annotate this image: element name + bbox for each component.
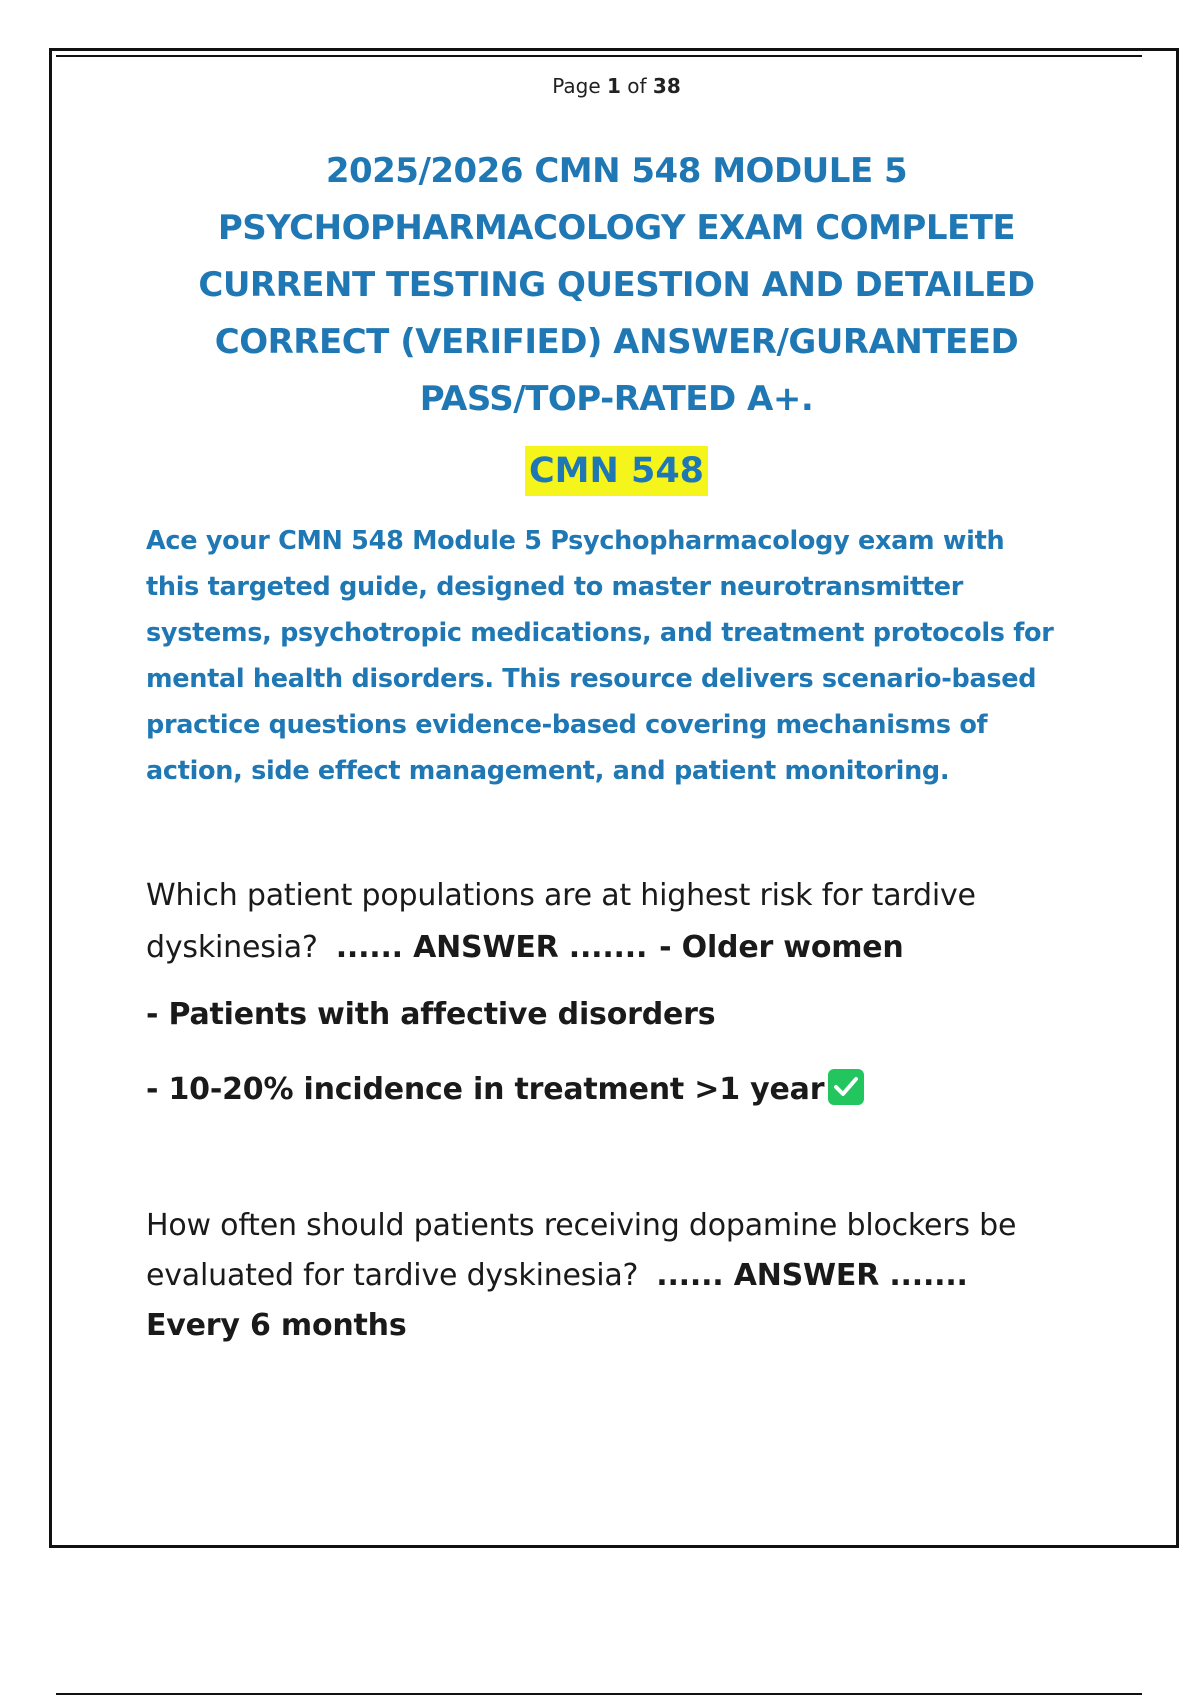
intro-line: this targeted guide, designed to master neurotransmitter bbox=[146, 572, 964, 602]
answer-line: - Patients with affective disorders bbox=[146, 997, 716, 1032]
title-line: CORRECT (VERIFIED) ANSWER/GURANTEED bbox=[214, 322, 1019, 362]
intro-line: practice questions evidence-based covering mechanisms of bbox=[146, 710, 988, 740]
question-2-text: How often should patients receiving dopamine blockers be bbox=[146, 1208, 1017, 1243]
course-tag-wrapper bbox=[0, 446, 1200, 496]
top-rule bbox=[56, 55, 1142, 57]
page-separator: of bbox=[627, 74, 647, 98]
course-tag: CMN 548 bbox=[525, 446, 708, 496]
answer-line: - 10-20% incidence in treatment >1 year bbox=[146, 1072, 825, 1107]
page-prefix: Page bbox=[552, 74, 601, 98]
question-1-text-end: dyskinesia? bbox=[146, 930, 318, 965]
page-total: 38 bbox=[652, 74, 681, 98]
page-current: 1 bbox=[607, 74, 621, 98]
question-2-continuation bbox=[146, 1258, 968, 1293]
title-line: 2025/2026 CMN 548 MODULE 5 bbox=[325, 151, 908, 191]
question-1-text: Which patient populations are at highest risk for tardive bbox=[146, 878, 976, 913]
title-line: PASS/TOP-RATED A+. bbox=[419, 379, 814, 419]
intro-line: Ace your CMN 548 Module 5 Psychopharmacology exam with bbox=[146, 526, 1005, 556]
answer-line-verified bbox=[146, 1069, 864, 1107]
document-title bbox=[150, 143, 1083, 428]
question-1-continuation bbox=[146, 930, 904, 965]
bottom-rule bbox=[56, 1693, 1142, 1695]
answer-marker: ...... ANSWER ....... bbox=[656, 1258, 968, 1293]
intro-line: action, side effect management, and patient monitoring. bbox=[146, 756, 950, 786]
intro-line: mental health disorders. This resource delivers scenario-based bbox=[146, 664, 1037, 694]
check-mark-icon bbox=[828, 1069, 864, 1105]
intro-line: systems, psychotropic medications, and treatment protocols for bbox=[146, 618, 1054, 648]
question-2-text-end: evaluated for tardive dyskinesia? bbox=[146, 1258, 639, 1293]
title-line: CURRENT TESTING QUESTION AND DETAILED bbox=[198, 265, 1035, 305]
answer-line: - Older women bbox=[659, 930, 904, 965]
intro-paragraph bbox=[146, 518, 1106, 794]
answer-marker: ...... ANSWER ....... bbox=[335, 930, 648, 965]
answer-line: Every 6 months bbox=[146, 1308, 407, 1343]
page-indicator bbox=[0, 74, 1200, 98]
title-line: PSYCHOPHARMACOLOGY EXAM COMPLETE bbox=[217, 208, 1016, 248]
